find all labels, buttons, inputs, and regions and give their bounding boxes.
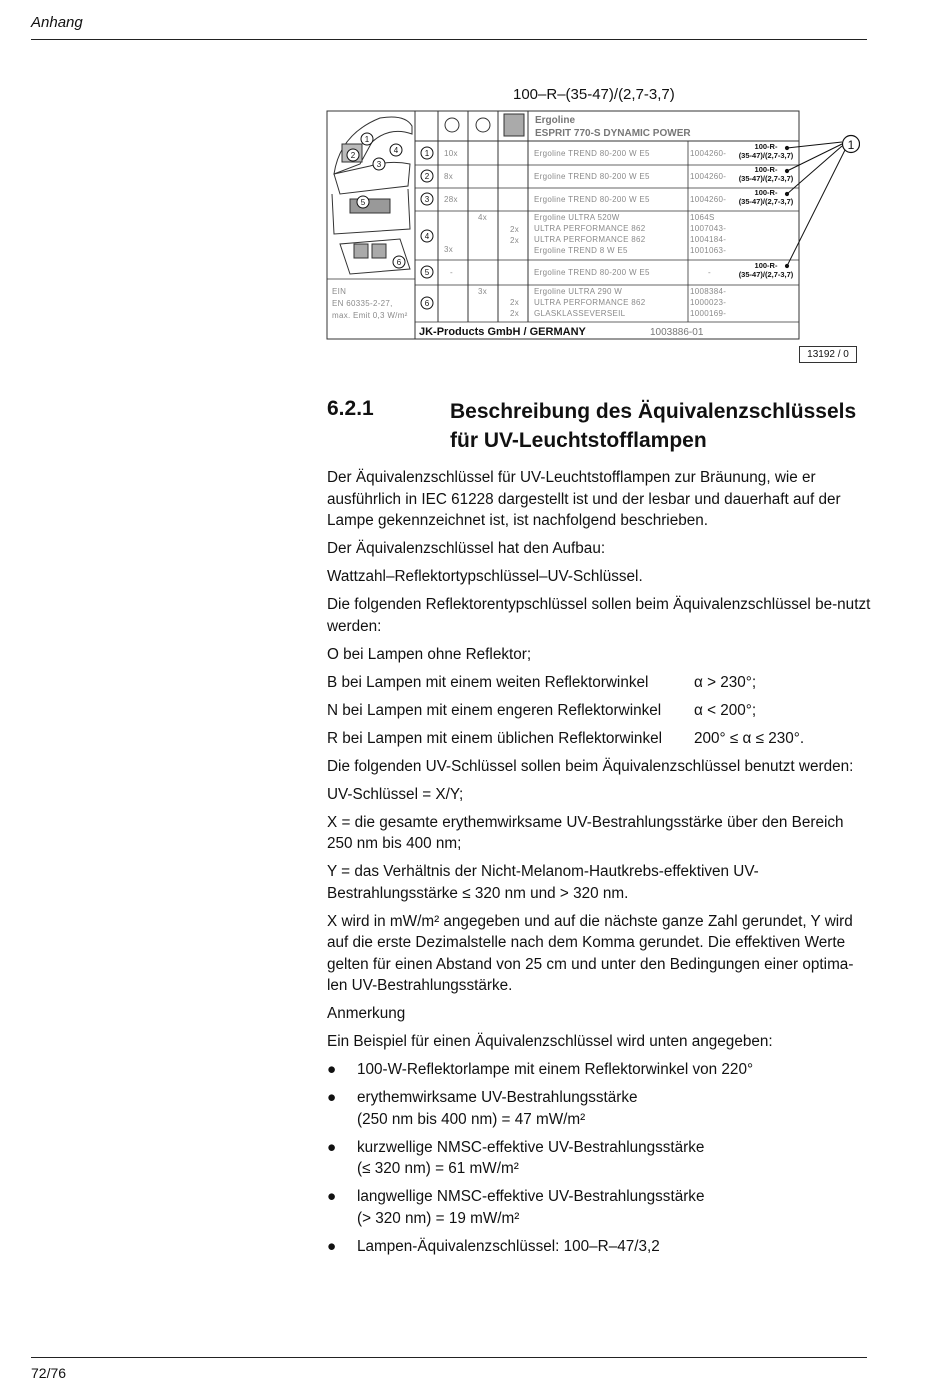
row-code: 1004260- — [690, 172, 727, 181]
condition-text: B bei Lampen mit einem weiten Reflektorwinkel — [327, 673, 649, 691]
row-lamp: Ergoline ULTRA 520W — [534, 213, 620, 222]
row-code: 1004184- — [690, 235, 727, 244]
paragraph: Der Äquivalenzschlüssel hat den Aufbau: — [327, 540, 606, 557]
paragraph: Y = das Verhältnis der Nicht-Melanom-Hautkrebs-effektiven UV-Bestrahlungsstärke ≤ 320 nm und > 320 nm. — [327, 863, 759, 902]
row-code: 1004260- — [690, 195, 727, 204]
condition-text: N bei Lampen mit einem engeren Reflektorwinkel — [327, 701, 662, 719]
row-qty: 2x — [510, 225, 520, 234]
paragraph: Die folgenden UV-Schlüssel sollen beim Äquivalenzschlüssel benutzt werden: — [327, 757, 854, 775]
key-label: (35-47)/(2,7-3,7) — [738, 270, 794, 279]
row-qty: 2x — [510, 236, 520, 245]
row-number: 4 — [424, 232, 430, 241]
row-qty: - — [450, 268, 453, 277]
list-item — [327, 1236, 872, 1258]
paragraph: X = die gesamte erythemwirksame UV-Bestrahlungsstärke über den Bereich 250 nm bis 400 nm; — [327, 813, 844, 852]
list-item-text: 100-W-Reflektorlampe mit einem Reflektorwinkel von 220° — [357, 1061, 754, 1078]
section-title: Beschreibung des Äquivalenzschlüssels für UV-Leuchtstofflampen — [450, 400, 857, 452]
paragraph-note: Anmerkung — [327, 1005, 406, 1022]
section-number: 6.2.1 — [327, 397, 374, 420]
row-lamp: Ergoline TREND 80-200 W E5 — [534, 172, 650, 181]
row-qty: 28x — [444, 195, 458, 204]
zone-marker: 5 — [360, 198, 366, 207]
reflector-condition — [327, 728, 872, 750]
callout-number: 1 — [847, 138, 855, 152]
zone-marker: 6 — [396, 258, 402, 267]
label-model: ESPRIT 770-S DYNAMIC POWER — [535, 128, 691, 139]
row-qty: 3x — [444, 245, 454, 254]
bullet-icon: ● — [327, 1138, 337, 1156]
row-code: 1000169- — [690, 309, 727, 318]
row-lamp: Ergoline TREND 80-200 W E5 — [534, 268, 650, 277]
label-brand: Ergoline — [535, 115, 576, 126]
paragraph: Ein Beispiel für einen Äquivalenzschlüssel wird unten angegeben: — [327, 1033, 773, 1050]
zone-marker: 4 — [393, 146, 399, 155]
header-section-label: Anhang — [31, 14, 83, 31]
row-code: - — [708, 268, 711, 277]
row-lamp: ULTRA PERFORMANCE 862 — [534, 224, 646, 233]
zone-marker: 1 — [364, 135, 370, 144]
key-label: 100-R- — [754, 142, 778, 151]
label-left-block: max. Emit 0,3 W/m² — [332, 311, 408, 320]
figure-title: 100–R–(35-47)/(2,7-3,7) — [513, 86, 675, 103]
label-manufacturer: JK-Products GmbH / GERMANY — [419, 326, 586, 338]
row-qty: 8x — [444, 172, 454, 181]
list-item-text: (> 320 nm) = 19 mW/m² — [357, 1209, 520, 1227]
reflector-condition — [327, 700, 872, 722]
list-item-text: (250 nm bis 400 nm) = 47 mW/m² — [357, 1110, 586, 1128]
row-lamp: ULTRA PERFORMANCE 862 — [534, 298, 646, 307]
paragraph: Wattzahl–Reflektortypschlüssel–UV-Schlüssel. — [327, 568, 643, 585]
list-item — [327, 1087, 872, 1130]
figure-id: 13192 / 0 — [799, 346, 857, 363]
bullet-icon: ● — [327, 1188, 337, 1205]
label-part-number: 1003886-01 — [650, 327, 704, 338]
reflector-condition — [327, 672, 872, 694]
key-label: 100-R- — [754, 261, 778, 270]
lamp-label-figure — [320, 104, 860, 344]
list-item-text: langwellige NMSC-effektive UV-Bestrahlungsstärke — [357, 1188, 705, 1205]
row-number: 2 — [424, 172, 430, 181]
list-item-text: erythemwirksame UV-Bestrahlungsstärke — [357, 1089, 638, 1106]
row-lamp: Ergoline TREND 8 W E5 — [534, 246, 628, 255]
condition-text: R bei Lampen mit einem üblichen Reflektorwinkel — [327, 729, 662, 747]
condition-value: 200° ≤ α ≤ 230°. — [694, 729, 805, 747]
row-qty: 2x — [510, 309, 520, 318]
facial-icon — [504, 114, 524, 136]
paragraph: UV-Schlüssel = X/Y; — [327, 785, 464, 803]
paragraph: Der Äquivalenzschlüssel für UV-Leuchtstofflampen zur Bräunung, wie er ausführlich in IEC 61228 dargestellt ist und der lesbar und dauerhaft auf der Lampe gekennzeichnet ist, ist nachfolgend beschrieben. — [327, 469, 841, 529]
label-left-block: EN 60335-2-27, — [332, 299, 393, 308]
list-item — [327, 1186, 872, 1229]
row-code: 1000023- — [690, 298, 727, 307]
condition-value: α > 230°; — [694, 673, 757, 691]
key-label: (35-47)/(2,7-3,7) — [738, 151, 794, 160]
list-item-text: Lampen-Äquivalenzschlüssel: 100–R–47/3,2 — [357, 1237, 660, 1255]
header-rule — [31, 39, 867, 40]
key-label: 100-R- — [754, 165, 778, 174]
bullet-icon: ● — [327, 1089, 337, 1106]
row-code: 1007043- — [690, 224, 727, 233]
sun-icon — [476, 118, 490, 132]
row-lamp: Ergoline TREND 80-200 W E5 — [534, 195, 650, 204]
list-item — [327, 1137, 872, 1180]
list-item-text: (≤ 320 nm) = 61 mW/m² — [357, 1160, 519, 1177]
list-item — [327, 1059, 872, 1081]
footer-rule — [31, 1357, 867, 1358]
row-code: 1004260- — [690, 149, 727, 158]
row-lamp: GLASKLASSEVERSEIL — [534, 309, 626, 318]
paragraph: X wird in mW/m² angegeben und auf die nächste ganze Zahl gerundet, Y wird auf die erste Dezimalstelle nach dem Komma gerundet. Die effektiven Werte gelten für einen Abstand von 25 cm und unter den Bedingungen einer optima-len UV-Bestrahlungsstärke. — [327, 912, 854, 994]
row-qty: 10x — [444, 149, 458, 158]
bullet-icon: ● — [327, 1061, 337, 1078]
row-number: 1 — [424, 149, 430, 158]
row-lamp: Ergoline TREND 80-200 W E5 — [534, 149, 650, 158]
key-label: (35-47)/(2,7-3,7) — [738, 174, 794, 183]
row-code: 1008384- — [690, 287, 727, 296]
row-lamp: ULTRA PERFORMANCE 862 — [534, 235, 646, 244]
row-qty: 4x — [478, 213, 488, 222]
page-number: 72/76 — [31, 1365, 67, 1381]
row-code: 1064S — [690, 213, 715, 222]
lamp-icon — [445, 118, 459, 132]
body-text — [327, 467, 872, 1264]
key-label: 100-R- — [754, 188, 778, 197]
paragraph: O bei Lampen ohne Reflektor; — [327, 645, 532, 663]
row-qty: 2x — [510, 298, 520, 307]
zone-marker: 2 — [350, 151, 356, 160]
row-code: 1001063- — [690, 246, 727, 255]
key-label: (35-47)/(2,7-3,7) — [738, 197, 794, 206]
paragraph: Die folgenden Reflektorentypschlüssel sollen beim Äquivalenzschlüssel be-nutzt werden: — [327, 596, 871, 635]
list-item-text: kurzwellige NMSC-effektive UV-Bestrahlungsstärke — [357, 1138, 705, 1156]
row-number: 3 — [424, 195, 430, 204]
row-number: 5 — [424, 268, 430, 277]
row-qty: 3x — [478, 287, 488, 296]
zone-marker: 3 — [376, 160, 382, 169]
condition-value: α < 200°; — [694, 701, 757, 719]
bullet-icon: ● — [327, 1237, 337, 1255]
label-left-block: EIN — [332, 287, 347, 296]
row-lamp: Ergoline ULTRA 290 W — [534, 287, 623, 296]
callout-leaders — [785, 142, 845, 268]
row-number: 6 — [424, 299, 430, 308]
